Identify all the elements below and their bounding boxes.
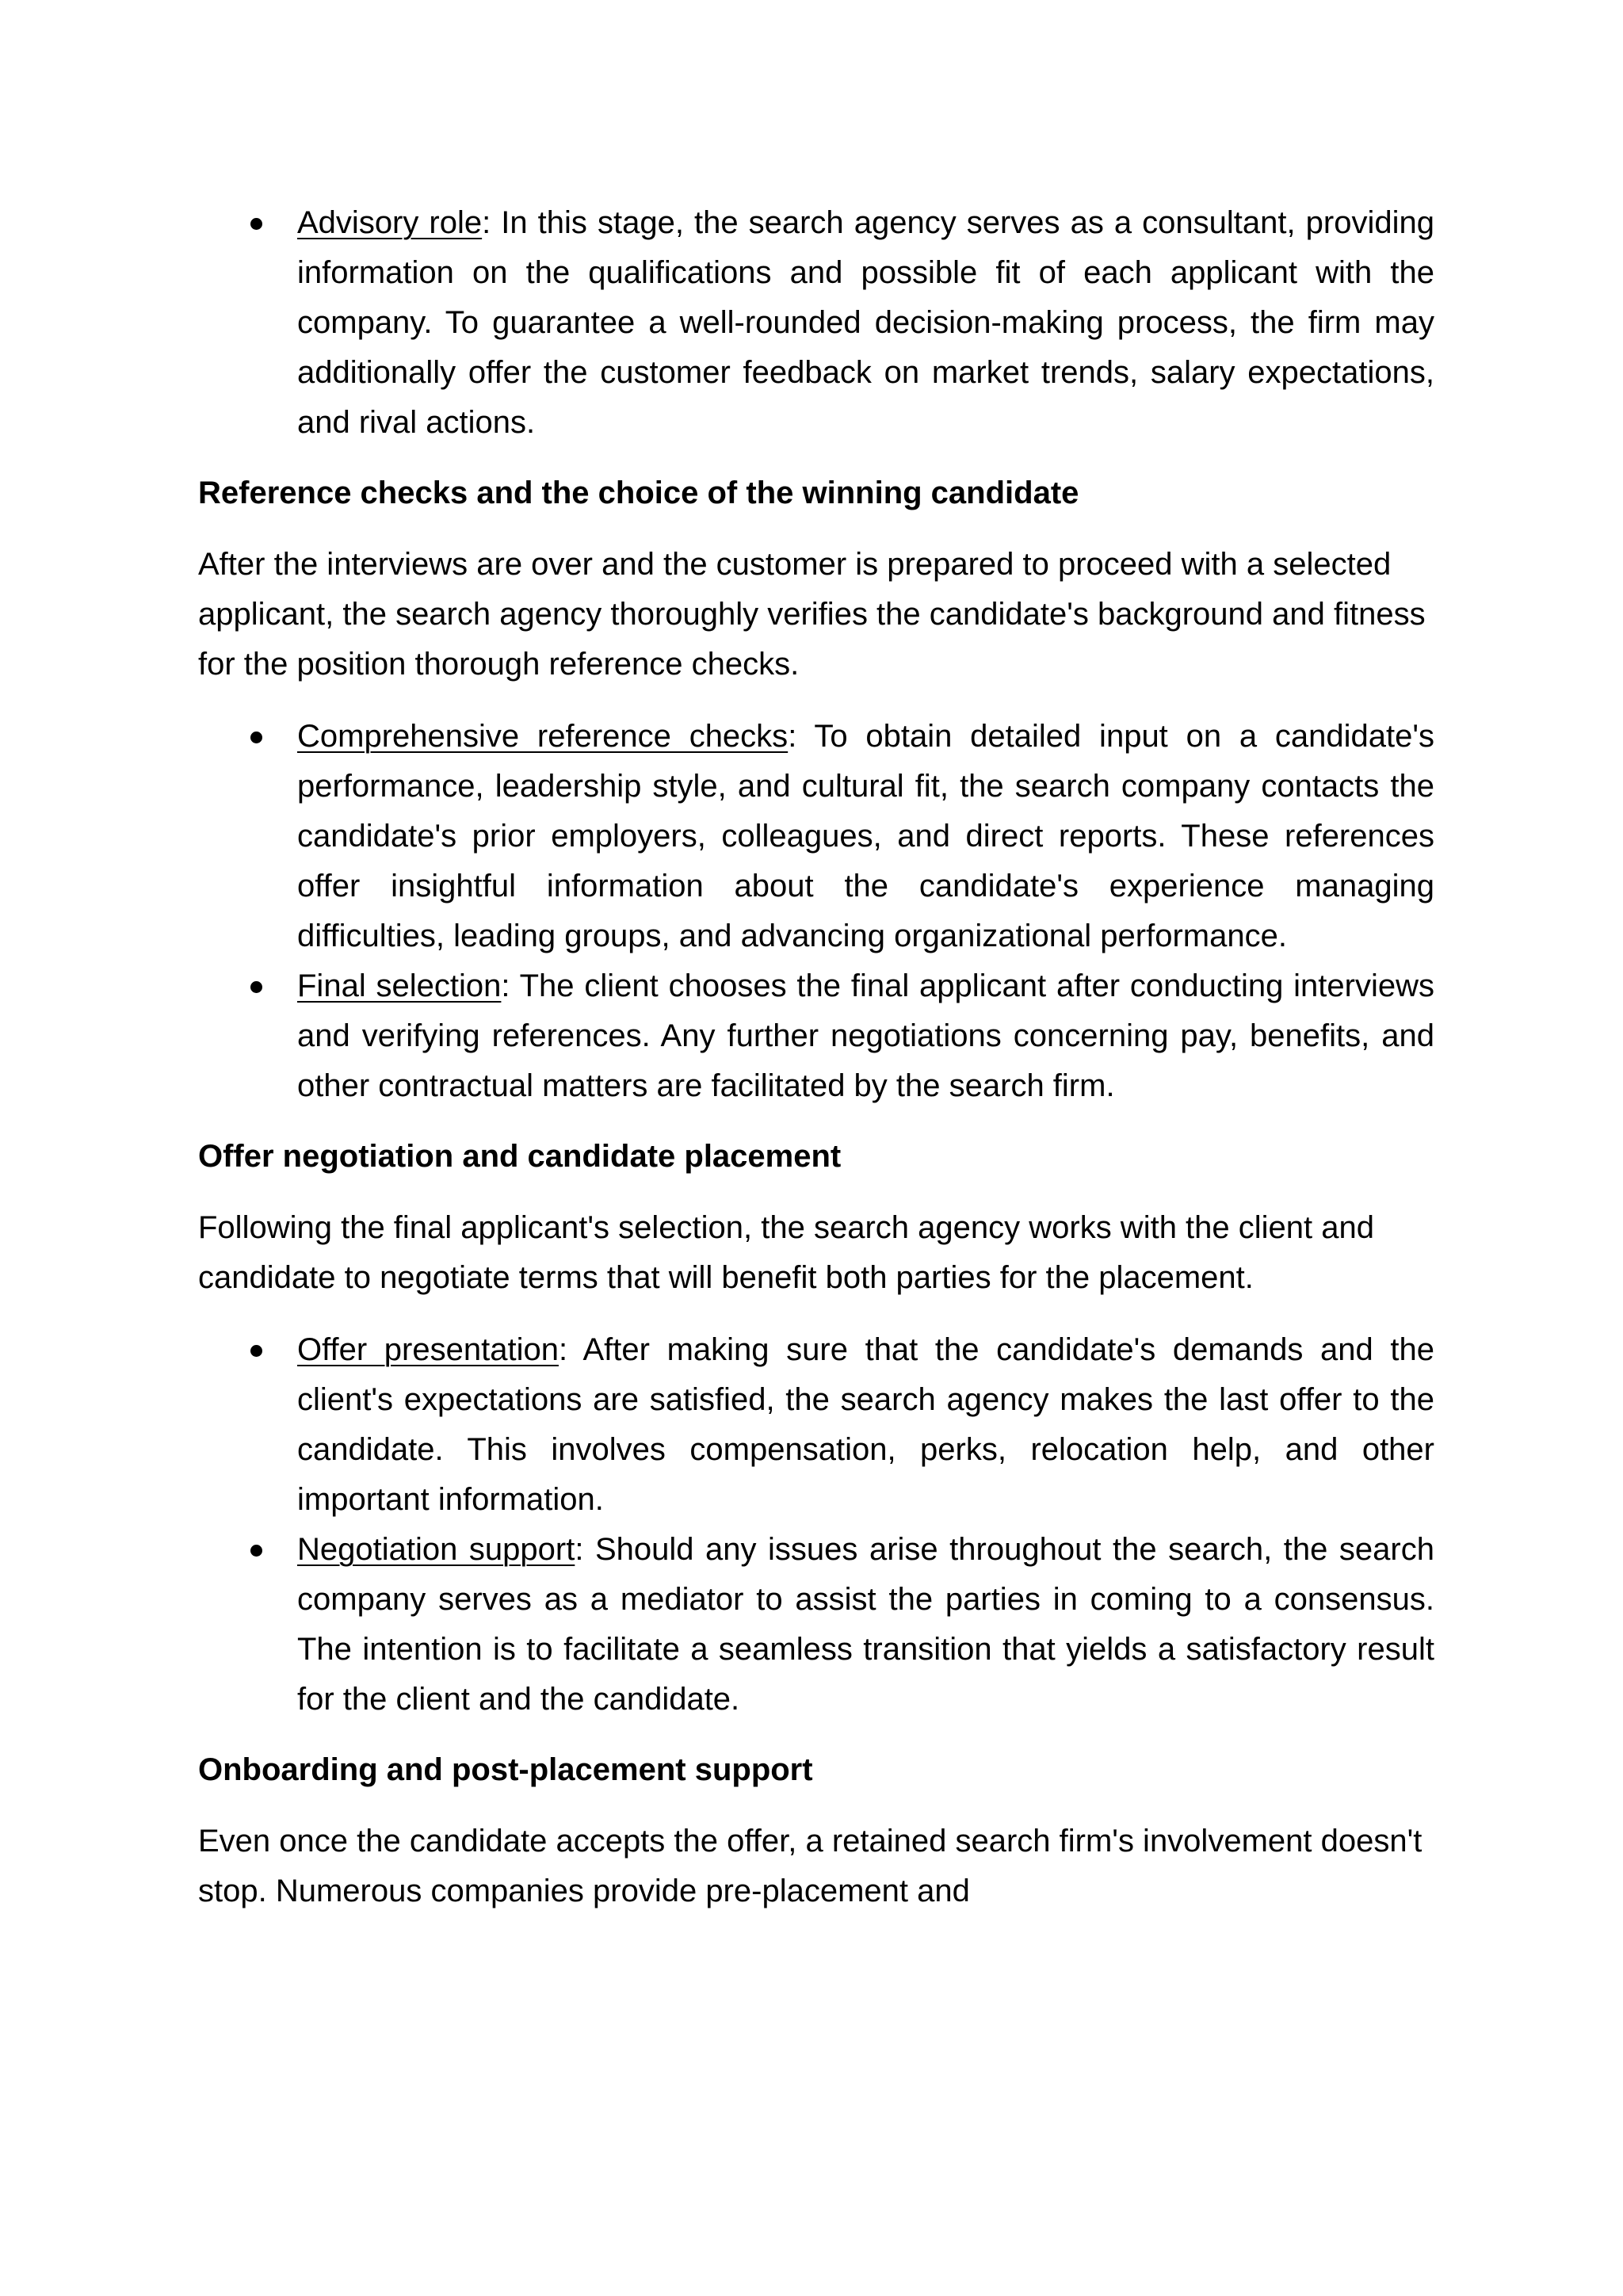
bullet-term: Comprehensive reference checks [297, 719, 789, 754]
section-heading-reference-checks: Reference checks and the choice of the winning candidate [198, 476, 1079, 510]
section-paragraph-offer-negotiation: Following the final applicant's selection, the search agency works with the client and candidate to negotiate terms that will benefit both parties for the placement. [198, 1210, 1375, 1295]
bullet-term: Negotiation support [297, 1532, 575, 1567]
section-paragraph-reference-checks: After the interviews are over and the customer is prepared to proceed with a selected applicant, the search agency thoroughly verifies the candidate's background and fitness for the position thorough reference checks. [198, 547, 1426, 682]
section-heading-onboarding: Onboarding and post-placement support [198, 1752, 813, 1787]
bullet-term: Advisory role [297, 205, 483, 240]
section-paragraph-onboarding: Even once the candidate accepts the offer, a retained search firm's involvement doesn't stop. Numerous companies provide pre-placement and [198, 1824, 1423, 1908]
bullet-text: : After making sure that the candidate's demands and the client's expectations are satisfied, the search agency makes the last offer to the candidate. This involves compensation, perks, relocation help, and other important information. [297, 1332, 1434, 1517]
page-content [198, 198, 1434, 1939]
bullet-advisory-role [198, 198, 1434, 448]
bullet-text: : Should any issues arise throughout the search, the search company serves as a mediator to assist the parties in coming to a consensus. The intention is to facilitate a seamless transition that yields a satisfactory result for the client and the candidate. [297, 1532, 1434, 1717]
bullet-text: : To obtain detailed input on a candidate's performance, leadership style, and cultural fit, the search company contacts the candidate's prior employers, colleagues, and direct reports. These references offer insightful information about the candidate's experience managing difficulties, leading groups, and advancing organizational performance. [297, 719, 1434, 953]
bullet-term: Final selection [297, 968, 502, 1003]
offer-negotiation-bullet-list [198, 1325, 1434, 1725]
bullet-offer-presentation [198, 1325, 1434, 1525]
bullet-comprehensive-reference-checks [198, 712, 1434, 961]
bullet-negotiation-support [198, 1525, 1434, 1725]
advisory-bullet-list [198, 198, 1434, 448]
bullet-final-selection [198, 961, 1434, 1111]
bullet-text: : In this stage, the search agency serves as a consultant, providing information on the qualifications and possible fit of each applicant with the company. To guarantee a well-rounded decision-making process, the firm may additionally offer the customer feedback on market trends, salary expectations, and rival actions. [297, 205, 1434, 440]
bullet-term: Offer presentation [297, 1332, 559, 1367]
bullet-text: : The client chooses the final applicant after conducting interviews and verifying references. Any further negotiations concerning pay, benefits, and other contractual matters are facilitated by the search firm. [297, 968, 1434, 1103]
section-heading-offer-negotiation: Offer negotiation and candidate placement [198, 1139, 842, 1174]
reference-checks-bullet-list [198, 712, 1434, 1111]
